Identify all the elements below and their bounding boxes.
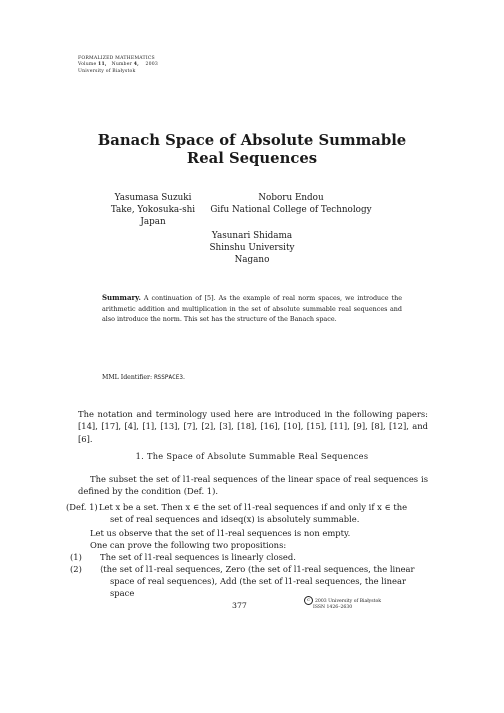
definition-line-2: set of real sequences and idseq(x) is absolutely summable. [110,514,360,524]
definition-1 [66,501,428,525]
copyright-icon: c [304,596,313,605]
year: 2003 [145,62,159,68]
title-line-2: Real Sequences [186,150,318,167]
journal-header [78,56,158,75]
copyright-line-2: ISSN 1426–2630 [313,605,353,611]
author-affiliation: Take, Yokosuka-shi [110,204,196,215]
mml-id: RSSPACE3 [154,374,183,381]
author-affiliation: Shinshu University [209,242,295,253]
publisher: University of Białystok [78,68,136,74]
section-heading: 1. The Space of Absolute Summable Real Sequences [135,451,369,461]
propositions-intro: One can prove the following two propositions: [90,540,287,550]
body-paragraph [78,474,428,498]
mml-identifier [102,374,185,381]
title-line-1: Banach Space of Absolute Summable [97,132,407,149]
author-name: Noboru Endou [258,193,324,203]
paper-title [0,132,504,168]
proposition-line-1: ⟨the set of l1-real sequences, Zero (the set of l1-real sequences, the linear [100,564,415,574]
proposition-line-1: The set of l1-real sequences is linearly closed. [100,552,296,562]
summary-lead: Summary. [102,293,141,302]
journal-volume-line [78,62,158,68]
copyright-notice [304,596,381,611]
proposition-1 [70,551,428,563]
summary-text: A continuation of [5]. As the example of real norm spaces, we introduce the arithmetic addition and multiplication in the set of absolute summable real sequences and also introduce the norm. This set has the structure of the Banach space. [102,294,402,324]
intro-paragraph: The notation and terminology used here are introduced in the following papers: [14], [17], [4], [1], [13], [7], [2], [3], [18], [16], [10], [15], [11], [9], [8], [12], and [6]. [78,409,428,444]
author-block-1 [98,193,208,228]
proposition-line-2: space of real sequences), Add (the set of l1-real sequences, the linear space [110,576,406,598]
number-label: Number [111,62,133,68]
author-name: Yasunari Shidama [211,231,293,241]
author-block-2 [206,193,376,217]
issue-number: 4, [133,62,139,68]
volume-number: 11, [98,62,107,68]
proposition-number: (1) [70,552,82,562]
mml-label: MML Identifier: [102,374,155,381]
proposition-2 [70,563,428,599]
author-block-3 [152,231,352,266]
volume-label: Volume [78,62,97,68]
definition-line-1: Let x be a set. Then x ∈ the set of l1-real sequences if and only if x ∈ the [99,502,408,512]
para-text: The subset the set of l1-real sequences of the linear space of real sequences is defined by the condition (Def. 1). [78,474,428,496]
page-number: 377 [232,601,247,610]
observation-text: Let us observe that the set of l1-real sequences is non empty. [90,528,351,538]
mml-end: . [182,374,185,381]
author-name: Yasumasa Suzuki [114,193,192,203]
author-location: Japan [140,216,166,227]
author-location: Nagano [234,254,270,265]
definition-label: (Def. 1) [66,502,98,512]
journal-name: FORMALIZED MATHEMATICS [78,56,155,61]
abstract [102,293,402,325]
proposition-number: (2) [70,564,82,574]
author-affiliation: Gifu National College of Technology [210,204,372,215]
copyright-line-1: 2003 University of Białystok [315,599,382,604]
